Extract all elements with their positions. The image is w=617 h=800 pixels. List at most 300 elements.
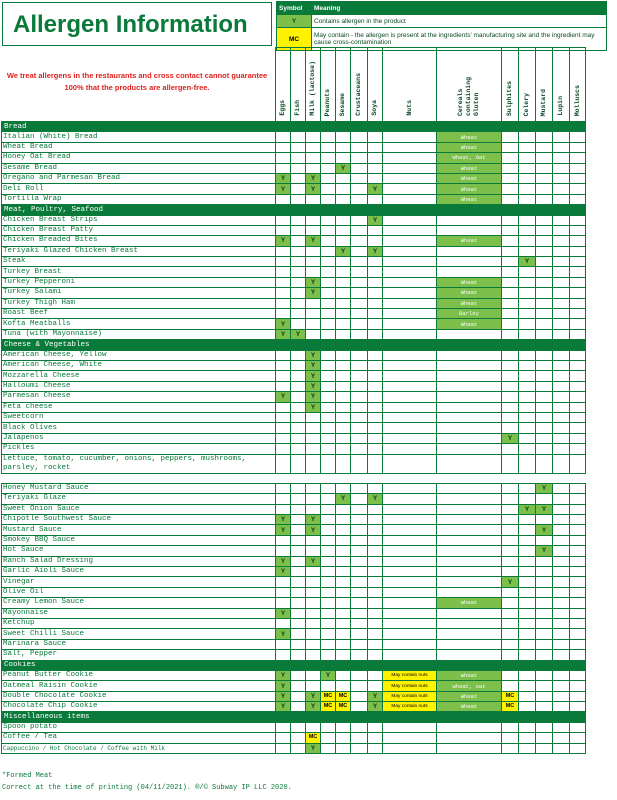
allergen-cell-molluscs [570, 371, 586, 381]
allergen-cell-gluten: Wheat [437, 298, 502, 308]
item-name: Coffee / Tea [2, 733, 276, 743]
allergen-cell-eggs [276, 743, 291, 753]
allergen-cell-gluten [437, 722, 502, 732]
allergen-cell-sulphites [502, 236, 519, 246]
allergen-cell-sesame [336, 329, 351, 339]
item-name: Kofta Meatballs [2, 319, 276, 329]
allergen-cell-eggs: Y [276, 515, 291, 525]
allergen-cell-lupin [553, 329, 570, 339]
allergen-cell-sulphites [502, 173, 519, 183]
allergen-cell-fish [291, 236, 306, 246]
allergen-cell-lupin [553, 288, 570, 298]
allergen-cell-soya: Y [368, 494, 383, 504]
allergen-cell-nuts [383, 515, 437, 525]
allergen-cell-sulphites [502, 629, 519, 639]
allergen-cell-molluscs [570, 423, 586, 433]
allergen-cell-sulphites [502, 515, 519, 525]
page-title: Allergen Information [2, 2, 272, 46]
allergen-cell-milk: Y [306, 525, 321, 535]
table-row [2, 350, 586, 360]
allergen-cell-molluscs [570, 309, 586, 319]
allergen-cell-milk [306, 681, 321, 691]
allergen-cell-lupin [553, 402, 570, 412]
allergen-cell-mustard [536, 650, 553, 660]
allergen-cell-mustard [536, 329, 553, 339]
allergen-cell-gluten: Wheat [437, 173, 502, 183]
allergen-cell-peanuts [321, 246, 336, 256]
allergen-cell-peanuts [321, 743, 336, 753]
allergen-cell-crustaceans [351, 577, 368, 587]
allergen-cell-fish [291, 454, 306, 473]
allergen-cell-crustaceans [351, 319, 368, 329]
allergen-cell-peanuts [321, 132, 336, 142]
allergen-cell-fish [291, 142, 306, 152]
allergen-cell-molluscs [570, 444, 586, 454]
allergen-cell-sesame [336, 194, 351, 204]
allergen-cell-sulphites [502, 277, 519, 287]
allergen-cell-molluscs [570, 392, 586, 402]
allergen-cell-sesame [336, 132, 351, 142]
allergen-cell-molluscs [570, 225, 586, 235]
allergen-cell-soya [368, 444, 383, 454]
item-name: Cappuccino / Hot Chocolate / Coffee with Milk [2, 743, 276, 753]
table-row [2, 702, 586, 712]
allergen-cell-sesame [336, 546, 351, 556]
allergen-cell-gluten: Wheat [437, 277, 502, 287]
allergen-cell-molluscs [570, 329, 586, 339]
table-row [2, 173, 586, 183]
allergen-cell-peanuts [321, 587, 336, 597]
allergen-cell-peanuts [321, 483, 336, 493]
allergen-cell-fish [291, 277, 306, 287]
allergen-cell-eggs [276, 412, 291, 422]
allergen-cell-sesame [336, 454, 351, 473]
allergen-cell-milk [306, 433, 321, 443]
allergen-cell-mustard: Y [536, 525, 553, 535]
allergen-cell-nuts [383, 267, 437, 277]
allergen-cell-eggs: Y [276, 691, 291, 701]
allergen-cell-molluscs [570, 722, 586, 732]
item-name: Parmesan Cheese [2, 392, 276, 402]
section-title: Bread [2, 122, 586, 132]
allergen-cell-mustard [536, 681, 553, 691]
legend-y-symbol: Y [277, 15, 312, 28]
allergen-cell-milk [306, 423, 321, 433]
allergen-cell-gluten [437, 257, 502, 267]
allergen-cell-sesame [336, 153, 351, 163]
allergen-cell-sulphites [502, 444, 519, 454]
allergen-cell-celery [519, 454, 536, 473]
section-header [2, 122, 586, 132]
allergen-cell-eggs: Y [276, 702, 291, 712]
allergen-cell-milk: Y [306, 350, 321, 360]
allergen-cell-milk [306, 412, 321, 422]
allergen-cell-eggs [276, 225, 291, 235]
allergen-cell-peanuts [321, 392, 336, 402]
allergen-cell-lupin [553, 153, 570, 163]
allergen-cell-molluscs [570, 629, 586, 639]
allergen-cell-mustard [536, 535, 553, 545]
allergen-cell-sesame [336, 184, 351, 194]
allergen-cell-mustard [536, 567, 553, 577]
allergen-cell-sesame [336, 173, 351, 183]
allergen-cell-sesame [336, 236, 351, 246]
allergen-cell-eggs [276, 402, 291, 412]
allergen-cell-fish [291, 319, 306, 329]
item-name: Honey Mustard Sauce [2, 483, 276, 493]
allergen-cell-crustaceans [351, 309, 368, 319]
allergen-cell-fish [291, 515, 306, 525]
allergen-cell-molluscs [570, 546, 586, 556]
allergen-cell-crustaceans [351, 525, 368, 535]
allergen-cell-gluten [437, 546, 502, 556]
allergen-cell-sesame [336, 309, 351, 319]
allergen-cell-sesame [336, 567, 351, 577]
allergen-cell-celery [519, 423, 536, 433]
allergen-cell-molluscs [570, 567, 586, 577]
allergen-cell-eggs [276, 433, 291, 443]
allergen-cell-peanuts [321, 444, 336, 454]
allergen-cell-mustard [536, 288, 553, 298]
allergen-cell-sulphites [502, 309, 519, 319]
allergen-cell-sesame [336, 433, 351, 443]
allergen-cell-peanuts [321, 142, 336, 152]
column-header-gluten [437, 48, 502, 122]
allergen-cell-soya [368, 639, 383, 649]
table-row [2, 246, 586, 256]
allergen-cell-crustaceans [351, 556, 368, 566]
item-name: Sesame Bread [2, 163, 276, 173]
allergen-cell-peanuts [321, 319, 336, 329]
allergen-cell-crustaceans [351, 722, 368, 732]
allergen-cell-nuts [383, 194, 437, 204]
allergen-cell-milk [306, 587, 321, 597]
allergen-cell-sulphites [502, 350, 519, 360]
table-row [2, 722, 586, 732]
allergen-cell-nuts [383, 577, 437, 587]
allergen-cell-soya [368, 546, 383, 556]
allergen-cell-soya: Y [368, 215, 383, 225]
section-header [2, 660, 586, 670]
allergen-cell-eggs [276, 246, 291, 256]
allergen-cell-eggs: Y [276, 556, 291, 566]
allergen-cell-eggs: Y [276, 392, 291, 402]
allergen-cell-mustard [536, 639, 553, 649]
allergen-cell-gluten [437, 515, 502, 525]
allergen-cell-molluscs [570, 360, 586, 370]
allergen-cell-eggs [276, 444, 291, 454]
allergen-cell-nuts [383, 525, 437, 535]
allergen-cell-soya [368, 556, 383, 566]
allergen-cell-sesame: MC [336, 691, 351, 701]
allergen-cell-nuts [383, 733, 437, 743]
allergen-cell-soya [368, 225, 383, 235]
allergen-cell-eggs [276, 639, 291, 649]
allergen-cell-lupin [553, 433, 570, 443]
allergen-cell-milk: Y [306, 402, 321, 412]
section-title: Miscellaneous items [2, 712, 586, 722]
column-header-celery [519, 48, 536, 122]
allergen-cell-nuts [383, 546, 437, 556]
allergen-cell-sesame [336, 298, 351, 308]
allergen-cell-nuts [383, 246, 437, 256]
allergen-cell-gluten [437, 608, 502, 618]
allergen-cell-lupin [553, 681, 570, 691]
section-header [2, 205, 586, 215]
allergen-cell-fish [291, 298, 306, 308]
allergen-cell-celery [519, 225, 536, 235]
allergen-cell-eggs [276, 577, 291, 587]
allergen-cell-crustaceans [351, 236, 368, 246]
column-label: Lupin [557, 96, 564, 116]
allergen-cell-mustard [536, 246, 553, 256]
allergen-cell-soya [368, 236, 383, 246]
allergen-cell-eggs [276, 423, 291, 433]
table-row [2, 546, 586, 556]
allergen-cell-soya [368, 163, 383, 173]
allergen-cell-nuts: May contain nuts [383, 681, 437, 691]
allergen-cell-fish [291, 257, 306, 267]
allergen-cell-mustard [536, 360, 553, 370]
allergen-cell-crustaceans [351, 546, 368, 556]
allergen-cell-lupin [553, 535, 570, 545]
allergen-cell-fish [291, 525, 306, 535]
allergen-cell-milk [306, 567, 321, 577]
allergen-cell-nuts [383, 215, 437, 225]
allergen-cell-sesame [336, 288, 351, 298]
allergen-cell-molluscs [570, 277, 586, 287]
allergen-cell-mustard [536, 702, 553, 712]
allergen-cell-sulphites [502, 298, 519, 308]
allergen-cell-celery [519, 515, 536, 525]
allergen-cell-nuts [383, 277, 437, 287]
allergen-cell-milk [306, 629, 321, 639]
item-name: Feta cheese [2, 402, 276, 412]
allergen-cell-nuts: May contain nuts [383, 670, 437, 680]
allergen-cell-mustard [536, 132, 553, 142]
allergen-cell-sulphites [502, 423, 519, 433]
allergen-cell-eggs: Y [276, 670, 291, 680]
allergen-cell-gluten [437, 392, 502, 402]
allergen-cell-crustaceans [351, 173, 368, 183]
allergen-cell-sesame [336, 618, 351, 628]
allergen-cell-gluten: Wheat [437, 319, 502, 329]
allergen-cell-nuts [383, 173, 437, 183]
allergen-cell-nuts [383, 412, 437, 422]
item-name: Lettuce, tomato, cucumber, onions, peppers, mushrooms, parsley, rocket [2, 454, 276, 473]
table-row [2, 215, 586, 225]
allergen-cell-milk [306, 444, 321, 454]
allergen-table [1, 47, 586, 754]
allergen-cell-peanuts [321, 329, 336, 339]
allergen-cell-sesame: Y [336, 494, 351, 504]
allergen-cell-crustaceans [351, 515, 368, 525]
table-row [2, 733, 586, 743]
allergen-cell-nuts [383, 618, 437, 628]
allergen-cell-fish [291, 423, 306, 433]
allergen-cell-soya [368, 392, 383, 402]
allergen-cell-gluten [437, 433, 502, 443]
allergen-cell-lupin [553, 608, 570, 618]
allergen-cell-milk [306, 670, 321, 680]
item-name: Sweet Chilli Sauce [2, 629, 276, 639]
item-name: Creamy Lemon Sauce [2, 598, 276, 608]
allergen-cell-eggs: Y [276, 608, 291, 618]
allergen-cell-sulphites: Y [502, 433, 519, 443]
item-name: Sweet Onion Sauce [2, 504, 276, 514]
item-name: Chocolate Chip Cookie [2, 702, 276, 712]
allergen-cell-sulphites [502, 392, 519, 402]
allergen-cell-peanuts [321, 194, 336, 204]
allergen-cell-molluscs [570, 483, 586, 493]
table-row [2, 650, 586, 660]
allergen-cell-gluten [437, 215, 502, 225]
allergen-cell-lupin [553, 546, 570, 556]
allergen-cell-peanuts [321, 618, 336, 628]
allergen-cell-sesame [336, 423, 351, 433]
allergen-cell-celery [519, 556, 536, 566]
allergen-cell-mustard [536, 194, 553, 204]
allergen-cell-lupin [553, 267, 570, 277]
allergen-cell-molluscs [570, 702, 586, 712]
allergen-cell-gluten: Wheat [437, 691, 502, 701]
allergen-cell-molluscs [570, 608, 586, 618]
allergen-cell-sesame [336, 587, 351, 597]
allergen-cell-peanuts [321, 360, 336, 370]
allergen-cell-mustard: Y [536, 504, 553, 514]
allergen-cell-sulphites [502, 608, 519, 618]
allergen-cell-sulphites [502, 504, 519, 514]
allergen-cell-nuts [383, 298, 437, 308]
allergen-cell-sulphites [502, 587, 519, 597]
allergen-cell-milk: Y [306, 360, 321, 370]
allergen-cell-peanuts: Y [321, 670, 336, 680]
allergen-cell-molluscs [570, 350, 586, 360]
allergen-cell-eggs: Y [276, 629, 291, 639]
allergen-cell-celery [519, 381, 536, 391]
allergen-cell-lupin [553, 650, 570, 660]
table-row [2, 483, 586, 493]
allergen-cell-peanuts [321, 309, 336, 319]
allergen-cell-eggs [276, 360, 291, 370]
allergen-cell-eggs [276, 153, 291, 163]
allergen-cell-peanuts [321, 650, 336, 660]
allergen-cell-molluscs [570, 535, 586, 545]
allergen-cell-eggs [276, 598, 291, 608]
allergen-cell-celery: Y [519, 257, 536, 267]
allergen-cell-milk: Y [306, 184, 321, 194]
allergen-cell-gluten: Wheat [437, 142, 502, 152]
item-name: Tuna (with Mayonnaise) [2, 329, 276, 339]
allergen-cell-eggs [276, 215, 291, 225]
section-header [2, 340, 586, 350]
allergen-cell-soya [368, 629, 383, 639]
allergen-cell-peanuts [321, 504, 336, 514]
column-label: Sulphites [506, 80, 513, 116]
allergen-cell-crustaceans [351, 639, 368, 649]
allergen-cell-peanuts [321, 598, 336, 608]
allergen-cell-milk [306, 329, 321, 339]
allergen-cell-celery [519, 184, 536, 194]
allergen-cell-lupin [553, 277, 570, 287]
allergen-cell-molluscs [570, 173, 586, 183]
allergen-cell-nuts [383, 483, 437, 493]
allergen-cell-sesame [336, 257, 351, 267]
allergen-cell-crustaceans [351, 567, 368, 577]
allergen-cell-mustard [536, 236, 553, 246]
allergen-cell-mustard [536, 691, 553, 701]
allergen-cell-milk [306, 142, 321, 152]
allergen-cell-peanuts: MC [321, 702, 336, 712]
allergen-cell-soya [368, 173, 383, 183]
table-row [2, 402, 586, 412]
allergen-cell-celery [519, 722, 536, 732]
allergen-cell-gluten [437, 267, 502, 277]
allergen-cell-celery [519, 142, 536, 152]
allergen-cell-nuts [383, 433, 437, 443]
allergen-cell-lupin [553, 670, 570, 680]
allergen-cell-crustaceans [351, 733, 368, 743]
table-row [2, 587, 586, 597]
allergen-cell-gluten: wheat [437, 598, 502, 608]
allergen-cell-sulphites [502, 225, 519, 235]
allergen-cell-celery [519, 494, 536, 504]
allergen-cell-fish [291, 444, 306, 454]
allergen-cell-gluten [437, 246, 502, 256]
allergen-cell-eggs [276, 288, 291, 298]
allergen-cell-milk: Y [306, 277, 321, 287]
allergen-cell-fish [291, 639, 306, 649]
allergen-cell-lupin [553, 525, 570, 535]
allergen-cell-celery [519, 587, 536, 597]
allergen-cell-sesame [336, 371, 351, 381]
legend-meaning-header: Meaning [312, 2, 607, 15]
allergen-cell-mustard [536, 267, 553, 277]
allergen-cell-molluscs [570, 743, 586, 753]
allergen-cell-lupin [553, 142, 570, 152]
allergen-cell-gluten [437, 402, 502, 412]
allergen-cell-sulphites [502, 153, 519, 163]
allergen-cell-celery [519, 132, 536, 142]
item-name: Salt, Pepper [2, 650, 276, 660]
allergen-cell-fish [291, 132, 306, 142]
allergen-cell-molluscs [570, 587, 586, 597]
allergen-cell-crustaceans [351, 402, 368, 412]
allergen-cell-fish [291, 577, 306, 587]
allergen-cell-soya [368, 194, 383, 204]
allergen-cell-lupin [553, 423, 570, 433]
allergen-cell-molluscs [570, 184, 586, 194]
table-row [2, 608, 586, 618]
allergen-cell-fish [291, 629, 306, 639]
allergen-cell-gluten [437, 423, 502, 433]
allergen-cell-crustaceans [351, 350, 368, 360]
allergen-cell-sesame [336, 267, 351, 277]
allergen-cell-nuts [383, 598, 437, 608]
table-row [2, 194, 586, 204]
allergen-cell-molluscs [570, 132, 586, 142]
allergen-cell-lupin [553, 733, 570, 743]
item-name: American Cheese, White [2, 360, 276, 370]
allergen-cell-soya [368, 309, 383, 319]
legend-mc-meaning: May contain - the allergen is present at the ingredients' manufacturing site and the ingredient may cause cross-contamination [312, 28, 607, 51]
allergen-cell-gluten: wheat, oat [437, 681, 502, 691]
allergen-cell-sesame [336, 577, 351, 587]
allergen-cell-sesame [336, 483, 351, 493]
allergen-cell-lupin [553, 392, 570, 402]
allergen-cell-soya [368, 535, 383, 545]
allergen-cell-peanuts [321, 350, 336, 360]
